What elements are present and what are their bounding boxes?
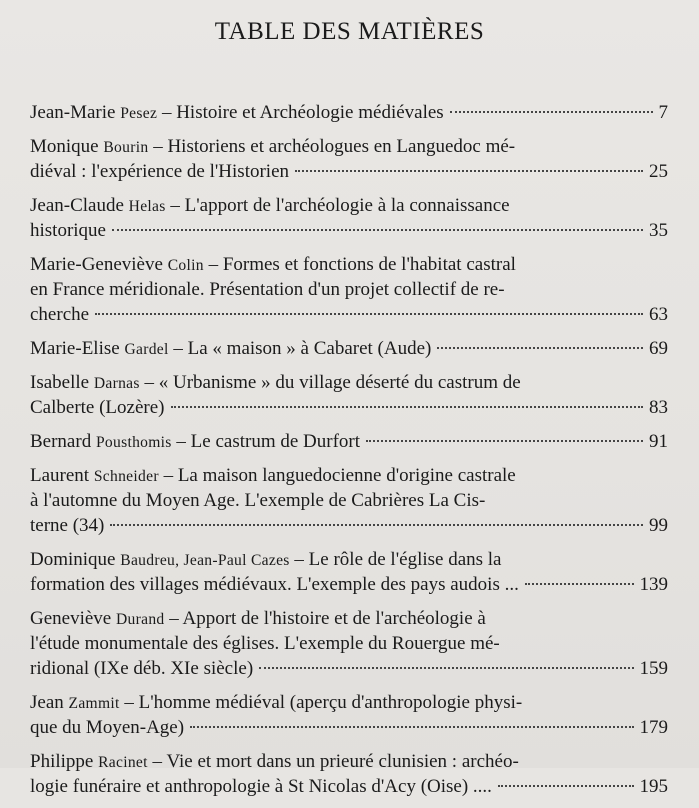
entry-title-part: historique xyxy=(30,220,106,241)
author-first-name: Jean-Claude xyxy=(30,195,129,216)
page-number: 139 xyxy=(639,574,668,595)
entry-text xyxy=(30,490,485,511)
author-first-name: Isabelle xyxy=(30,372,94,393)
dot-leader xyxy=(295,170,643,172)
author-last-name: Zammit xyxy=(68,695,120,712)
author-first-name: Monique xyxy=(30,136,104,157)
entry-text xyxy=(30,751,519,772)
toc-entry-line xyxy=(30,277,668,302)
entry-title-part: – Le castrum de Durfort xyxy=(176,431,361,452)
author-first-name: Jean xyxy=(30,692,69,713)
entry-text xyxy=(30,774,492,799)
toc-entry-line xyxy=(30,193,668,218)
toc-entry xyxy=(30,336,668,361)
dot-leader xyxy=(450,111,653,113)
entry-title-part: à l'automne du Moyen Age. L'exemple de Cabrières La Cis- xyxy=(30,490,486,511)
entry-text xyxy=(30,513,104,538)
toc-entry xyxy=(30,749,668,799)
entry-title-part: l'étude monumentale des églises. L'exemple du Rouergue mé- xyxy=(30,633,500,654)
toc-entry xyxy=(30,690,668,740)
author-last-name: Schneider xyxy=(93,468,159,485)
entry-text xyxy=(30,195,510,216)
toc-entry-line xyxy=(30,370,668,395)
entry-title-part: en France méridionale. Présentation d'un projet collectif de re- xyxy=(30,279,505,300)
toc-entry xyxy=(30,100,668,125)
entry-text xyxy=(30,465,516,486)
toc-entry xyxy=(30,193,668,243)
entry-title-part: – « Urbanisme » du village déserté du castrum de xyxy=(144,372,521,393)
page-number: 91 xyxy=(649,431,668,452)
toc-entry-last-line xyxy=(30,159,668,184)
entry-title-part: terne (34) xyxy=(30,515,105,536)
entry-text xyxy=(30,159,289,184)
toc-entry-last-line xyxy=(30,715,668,740)
toc-entry-last-line xyxy=(30,774,668,799)
entry-title-part: diéval : l'expérience de l'Historien xyxy=(30,161,290,182)
entry-text xyxy=(30,254,516,275)
page-number: 159 xyxy=(639,658,668,679)
entry-text xyxy=(30,218,106,243)
toc-entry xyxy=(30,252,668,327)
entry-title-part: – Formes et fonctions de l'habitat castral xyxy=(208,254,516,275)
page-number: 195 xyxy=(639,776,668,797)
dot-leader xyxy=(95,313,643,315)
toc-entry-last-line xyxy=(30,336,668,361)
toc-entry-last-line xyxy=(30,572,668,597)
author-last-name: Durand xyxy=(115,611,165,628)
entry-text xyxy=(30,692,522,713)
author-last-name: Helas xyxy=(128,198,166,215)
entry-text xyxy=(30,572,519,597)
entry-text xyxy=(30,608,486,629)
entry-text xyxy=(30,429,360,454)
entry-text xyxy=(30,372,521,393)
dot-leader xyxy=(366,440,643,442)
page-number: 69 xyxy=(649,338,668,359)
author-last-name: Pousthomis xyxy=(95,434,172,451)
toc-entry-line xyxy=(30,606,668,631)
page-title: TABLE DES MATIÈRES xyxy=(214,18,485,45)
entry-title-part: logie funéraire et anthropologie à St Nicolas d'Acy (Oise) .... xyxy=(30,776,492,797)
toc-entry xyxy=(30,134,668,184)
author-last-name: Bourin xyxy=(103,139,149,156)
entry-title-part: que du Moyen-Age) xyxy=(30,717,185,738)
toc-entry-line xyxy=(30,134,668,159)
dot-leader xyxy=(525,583,634,585)
page-number: 99 xyxy=(649,515,668,536)
toc-entry-line xyxy=(30,547,668,572)
entry-title-part: – Le rôle de l'église dans la xyxy=(294,549,502,570)
toc-entry-line xyxy=(30,463,668,488)
entry-title-part: – Vie et mort dans un prieuré clunisien : archéo- xyxy=(152,751,519,772)
entry-text xyxy=(30,715,184,740)
entry-title-part: – L'apport de l'archéologie à la connaissance xyxy=(170,195,510,216)
entry-text xyxy=(30,279,505,300)
author-last-name: Baudreu, Jean-Paul Cazes xyxy=(120,552,290,569)
toc-entry-last-line xyxy=(30,100,668,125)
dot-leader xyxy=(498,785,634,787)
toc-entry xyxy=(30,370,668,420)
entry-title-part: – Histoire et Archéologie médiévales xyxy=(161,102,444,123)
entry-title-part: – La « maison » à Cabaret (Aude) xyxy=(173,338,432,359)
toc-entry-line xyxy=(30,690,668,715)
entry-text xyxy=(30,136,515,157)
author-first-name: Marie-Elise xyxy=(30,338,125,359)
page-number: 25 xyxy=(649,161,668,182)
dot-leader xyxy=(171,406,644,408)
entry-text xyxy=(30,302,89,327)
entry-text xyxy=(30,100,444,125)
entry-title-part: cherche xyxy=(30,304,90,325)
author-first-name: Marie-Geneviève xyxy=(30,254,168,275)
toc-entry-last-line xyxy=(30,395,668,420)
author-first-name: Laurent xyxy=(30,465,94,486)
entry-title-part: Calberte (Lozère) xyxy=(30,397,165,418)
entry-text xyxy=(30,549,502,570)
author-last-name: Pesez xyxy=(120,105,158,122)
toc-entry-line xyxy=(30,252,668,277)
author-first-name: Geneviève xyxy=(30,608,116,629)
author-last-name: Racinet xyxy=(98,754,148,771)
entry-title-part: formation des villages médiévaux. L'exemple des pays audois ... xyxy=(30,574,519,595)
dot-leader xyxy=(190,726,633,728)
toc-entry xyxy=(30,429,668,454)
author-first-name: Dominique xyxy=(30,549,121,570)
entry-title-part: – Historiens et archéologues en Languedoc mé- xyxy=(153,136,516,157)
toc-entry xyxy=(30,547,668,597)
dot-leader xyxy=(110,524,643,526)
toc-entry-last-line xyxy=(30,513,668,538)
page-number: 179 xyxy=(639,717,668,738)
entry-text xyxy=(30,395,165,420)
page-number: 7 xyxy=(658,102,668,123)
page-number: 35 xyxy=(649,220,668,241)
toc-entry-last-line xyxy=(30,302,668,327)
dot-leader xyxy=(259,667,633,669)
entry-title-part: – L'homme médiéval (aperçu d'anthropologie physi- xyxy=(124,692,523,713)
dot-leader xyxy=(112,229,643,231)
author-last-name: Darnas xyxy=(93,375,140,392)
entry-title-part: – La maison languedocienne d'origine castrale xyxy=(163,465,516,486)
author-last-name: Gardel xyxy=(124,341,169,358)
author-last-name: Colin xyxy=(167,257,204,274)
toc-entry-last-line xyxy=(30,218,668,243)
toc-entry-last-line xyxy=(30,656,668,681)
entry-text xyxy=(30,656,253,681)
entry-title-part: ridional (IXe déb. XIe siècle) xyxy=(30,658,254,679)
entry-text xyxy=(30,633,500,654)
table-of-contents xyxy=(30,100,668,808)
author-first-name: Jean-Marie xyxy=(30,102,121,123)
toc-entry xyxy=(30,606,668,681)
entry-text xyxy=(30,336,431,361)
dot-leader xyxy=(437,347,643,349)
author-first-name: Philippe xyxy=(30,751,99,772)
page-number: 83 xyxy=(649,397,668,418)
author-first-name: Bernard xyxy=(30,431,96,452)
entry-title-part: – Apport de l'histoire et de l'archéologie à xyxy=(169,608,486,629)
toc-entry-last-line xyxy=(30,429,668,454)
toc-entry-line xyxy=(30,749,668,774)
toc-entry-line xyxy=(30,488,668,513)
toc-entry xyxy=(30,463,668,538)
toc-entry-line xyxy=(30,631,668,656)
page-number: 63 xyxy=(649,304,668,325)
